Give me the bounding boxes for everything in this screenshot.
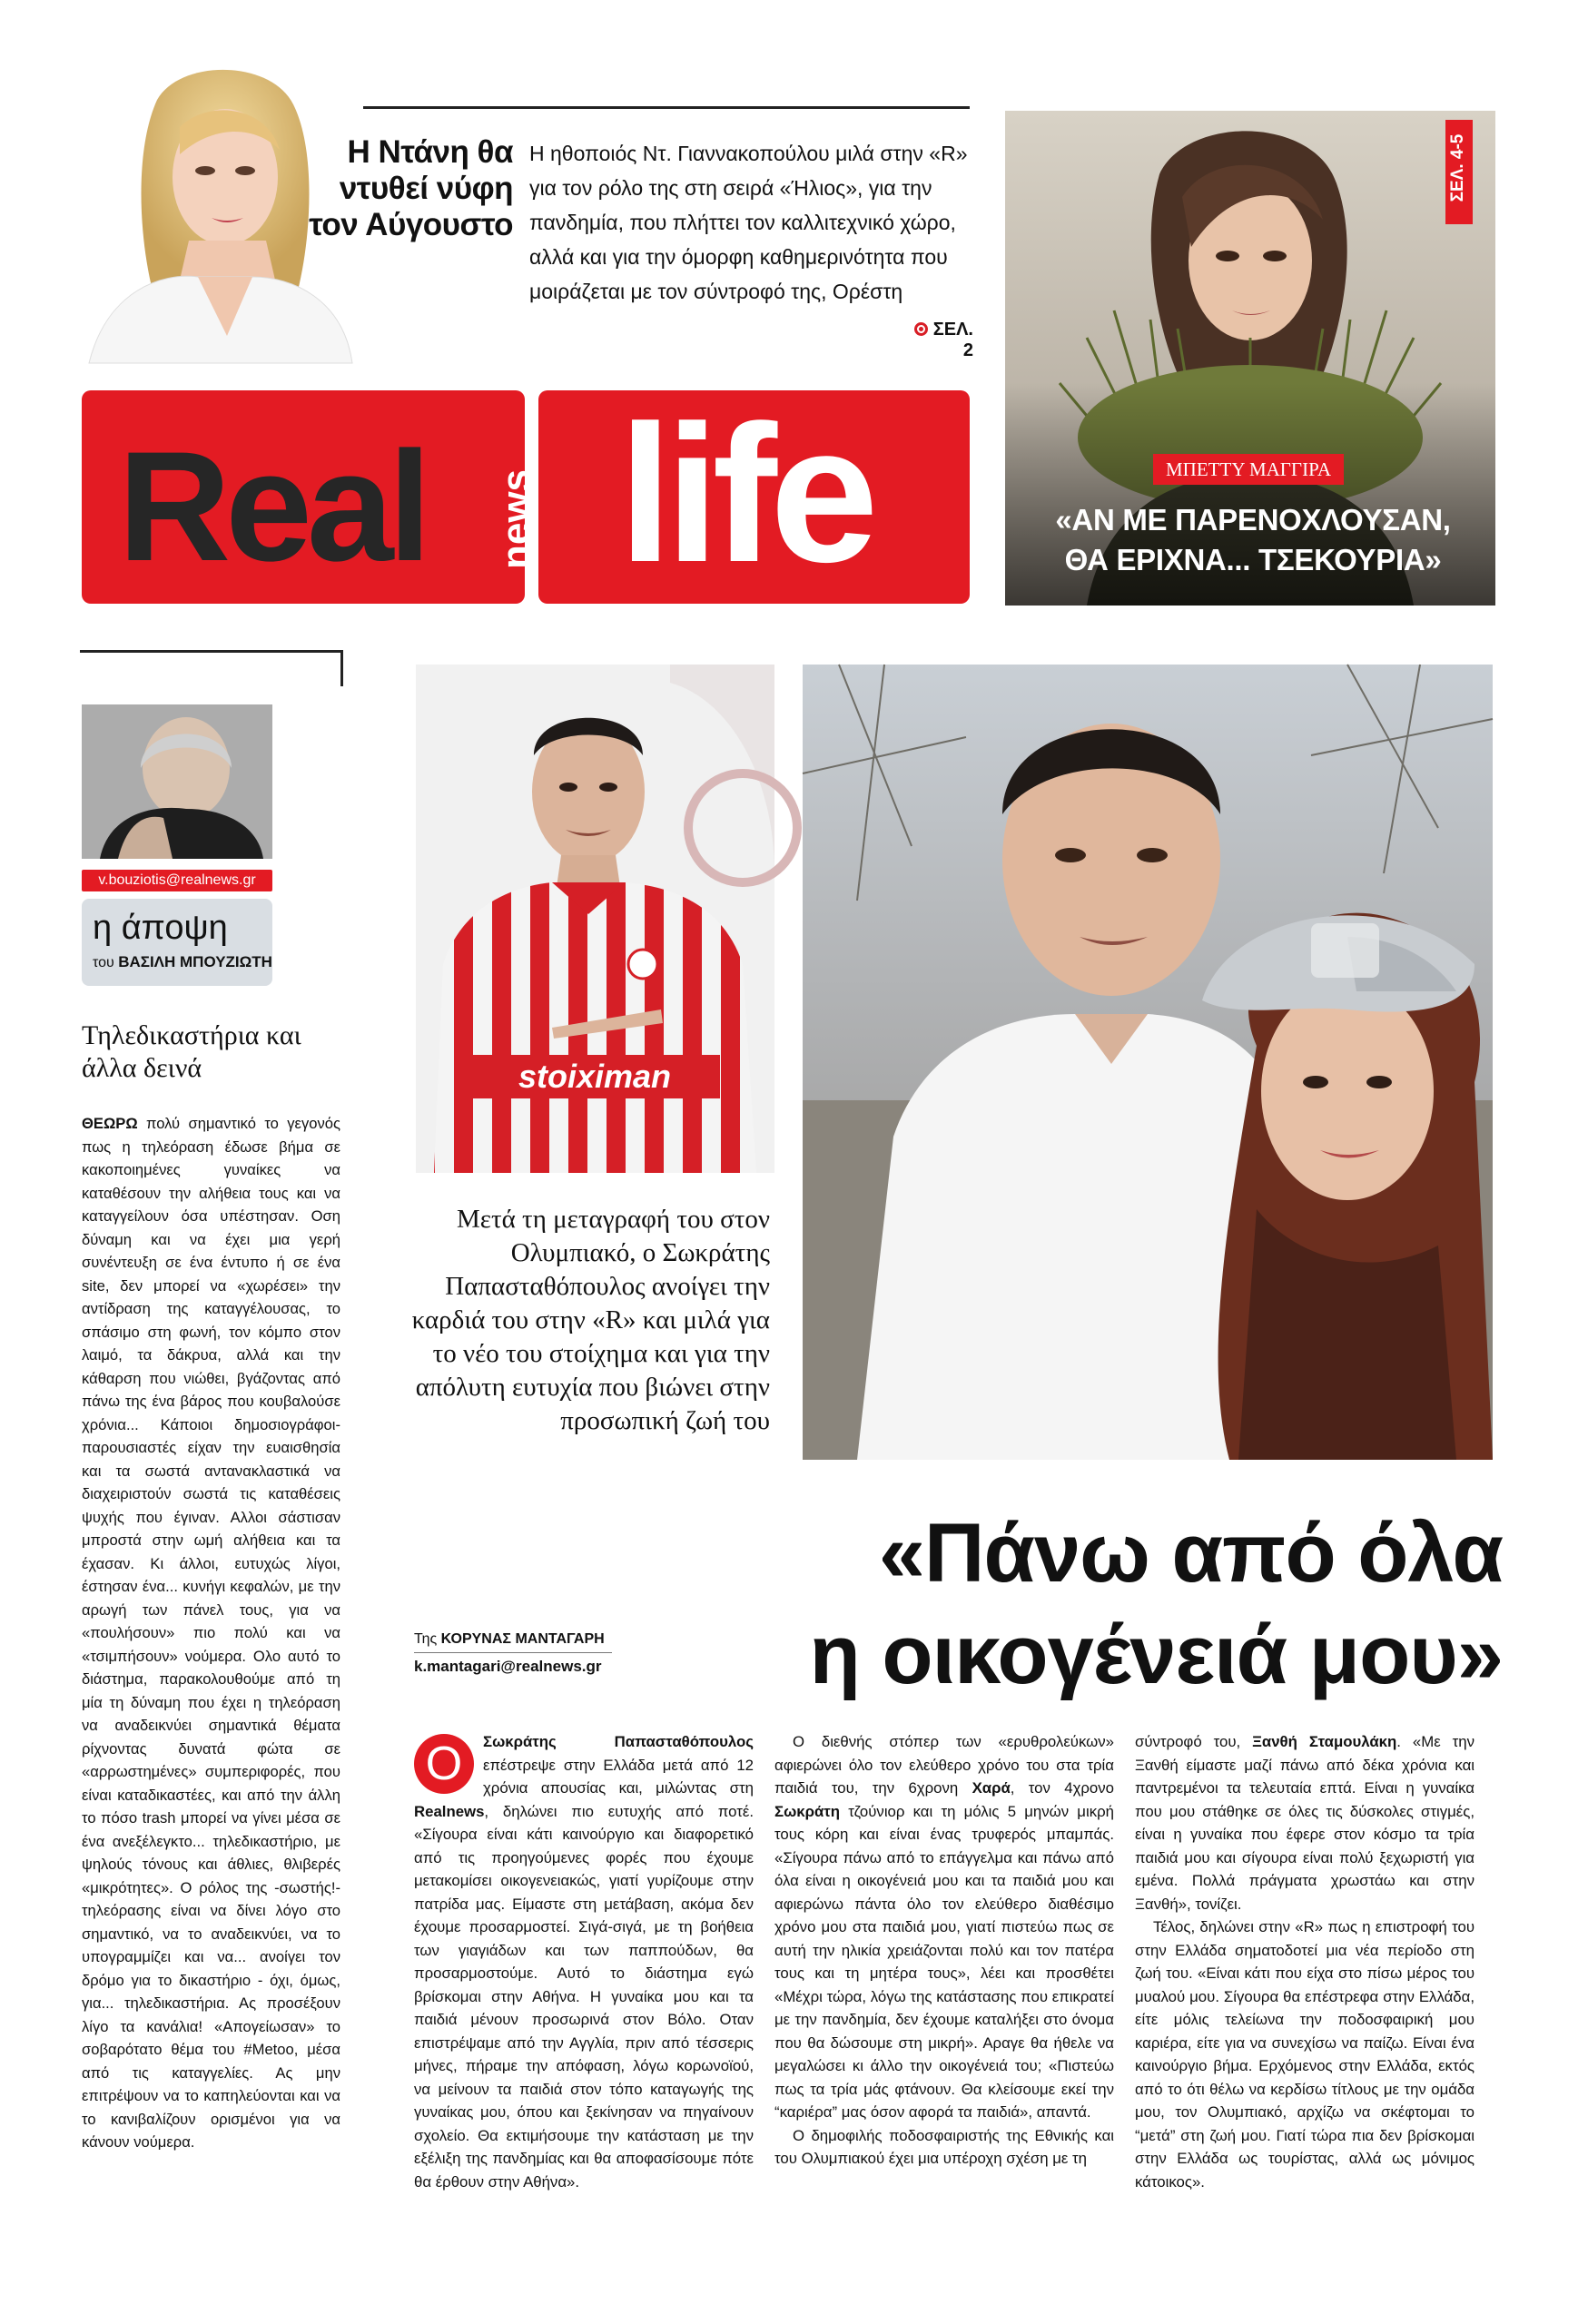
masthead-life-wordmark: life <box>618 384 872 603</box>
feature-dek: Μετά τη μεταγραφή του στον Ολυμπιακό, ο Σωκράτης Παπασταθόπουλος ανοίγει την καρδιά του στην «R» και μιλά για το νέο του στοίχημα και για την απόλυτη ευτυχία που βιώνει στην προσωπική ζωή του <box>411 1205 770 1435</box>
feature-dropcap: Ο <box>414 1734 474 1794</box>
feature-body-column-3 <box>1135 1730 1475 2193</box>
feature-body-bold: Χαρά <box>972 1779 1011 1797</box>
byline-rule <box>414 1652 612 1653</box>
byline-author-name: ΚΟΡΥΝΑΣ ΜΑΝΤΑΓΑΡΗ <box>440 1631 605 1647</box>
feature-photo-jersey <box>416 665 774 1173</box>
teaser-dek: Η ηθοποιός Ντ. Γιαννακοπούλου μιλά στην «R» για τον ρόλο της στη σειρά «Ήλιος», για την πανδημία, που πλήττει τον καλλιτεχνικό χώρο, αλλά και για την όμορφη καθημερινότητα που μοιράζεται με τον σύντροφό της, Ορέστη <box>529 142 968 303</box>
byline-prefix: Της <box>414 1631 438 1647</box>
column-corner-rule <box>340 650 343 686</box>
feature-body-text: , τον 4χρονο <box>1010 1779 1114 1797</box>
column-lead-word: ΘΕΩΡΩ <box>82 1115 138 1132</box>
jersey-sponsor-text: stoiximan <box>518 1058 672 1095</box>
feature-headline[interactable] <box>636 1502 1503 1706</box>
column-top-rule <box>80 650 343 653</box>
teaser-headline[interactable]: Η Ντάνη θα ντυθεί νύφη τον Αύγουστο <box>309 134 513 242</box>
column-label-title: η άποψη <box>93 909 228 947</box>
columnist-email[interactable]: v.bouziotis@realnews.gr <box>82 870 272 891</box>
feature-paragraph: Ο δημοφιλής ποδοσφαιριστής της Εθνικής και του Ολυμπιακού έχει μια υπέροχη σχέση με τη <box>774 2126 1114 2167</box>
feature-byline <box>414 1628 623 1651</box>
column-title[interactable]: Τηλεδικαστήρια και άλλα δεινά <box>82 1020 301 1083</box>
columnist-photo <box>82 704 272 859</box>
feature-headline-line-1: «Πάνω από όλα <box>878 1507 1503 1600</box>
column-author-name: ΒΑΣΙΛΗ ΜΠΟΥΖΙΩΤΗ <box>118 953 272 970</box>
column-label-box <box>82 899 272 986</box>
feature-body-column-2 <box>774 1730 1114 2171</box>
byline-email[interactable]: k.mantagari@realnews.gr <box>414 1658 602 1675</box>
byline-author <box>414 1628 623 1651</box>
promo-name-tag: ΜΠΕΤΤΥ ΜΑΓΓΙΡΑ <box>1153 454 1344 485</box>
feature-body-text: , δηλώνει πιο ευτυχής από ποτέ. «Σίγουρα είναι κάτι καινούργιο και διαφορετικό από τις προηγούμενες φορές που έχουμε μετακομίσει οικογενειακώς, γιατί γυρίζουμε στην πατρίδα μας. Είμαστε στη μετάβαση, ακόμα δεν έχουμε προσαρμοστεί. Σιγά-σιγά, με τη βοήθεια των γιαγιάδων και των παππούδων, θα προσαρμοστούμε. Αυτό το διάστημα εγώ βρίσκομαι στην Αθήνα. Η γυναίκα μου και τα παιδιά μένουν προσωρινά στον Βόλο. Οταν επιστρέψαμε από την Αγγλία, πριν από τέσσερις μήνες, πήραμε την απόφαση, λόγω κορωνοϊού, να μείνουν τα παιδιά στον τόπο καταγωγής της γυναίκας μου, όπου και ξεκίνησαν να πηγαίνουν σχολείο. Θα εκτιμήσουμε την κατάσταση με την εξέλιξη της πανδημίας και θα αποφασίσουμε πότε θα έρθουν στην Αθήνα». <box>414 1802 754 2191</box>
teaser-page-label: ΣΕΛ. 2 <box>932 320 973 360</box>
feature-paragraph <box>774 1730 1114 2124</box>
masthead-news-text: news <box>494 468 538 570</box>
feature-body-column-1 <box>414 1730 754 2193</box>
masthead-news-wordmark <box>492 456 541 583</box>
masthead-real-wordmark: Real <box>118 419 427 594</box>
teaser-page-ref[interactable] <box>908 320 973 361</box>
feature-body-text: . «Με την Ξανθή είμαστε μαζί πάνω από δέκα χρόνια και παντρεμένοι τα τελευταία επτά. Είναι η γυναίκα που μου στάθηκε σε όλες τις δύσκολες στιγμές, είναι η γυναίκα που έφερε στον κόσμο τα τρία παιδιά μου και σίγουρα είναι πολύ ξεχωριστή για εμένα. Πολλά πράγματα χρωστάω και στην Ξανθή», τονίζει. <box>1135 1733 1475 1913</box>
feature-body-text: τζούνιορ και τη μόλις 5 μηνών μικρή τους κόρη και είναι ένας τρυφερός μπαμπάς. «Σίγουρα πάνω από το επάγγελμα και πάνω από όλα είναι η οικογένειά μου και τα παιδιά μου και αφιερώνω πάντα όλο τον ελεύθερο διαθέσιμο χρόνο μου στα παιδιά μου, γιατί πιστεύω πως σε αυτή την ηλικία χρειάζονται πολύ και τον πατέρα τους και τη μητέρα τους», λέει και προσθέτει «Μέχρι τώρα, λόγω της κατάστασης που επικρατεί με την πανδημία, δεν έχουμε καταλήξει στο όνομα που θα δώσουμε στη μικρή». Αραγε θα ήθελε να μεγαλώσει κι άλλο την οικογένειά του; «Πιστεύω πως τα τρία μάς φτάνουν. Θα κλείσουμε εκεί την “καριέρα” μας όσον αφορά τα παιδιά», απαντά. <box>774 1802 1114 2121</box>
feature-paragraph <box>1135 1733 1475 1913</box>
feature-body-text: σύντροφό του, <box>1135 1733 1241 1750</box>
feature-body-text: επέστρεψε στην Ελλάδα μετά από 12 χρόνια απουσίας και, μιλώντας στη <box>483 1756 754 1797</box>
promo-quote[interactable]: «ΑΝ ΜΕ ΠΑΡΕΝΟΧΛΟΥΣΑΝ, ΘΑ ΕΡΙΧΝΑ... ΤΣΕΚΟΥΡΙΑ» <box>1055 503 1451 576</box>
feature-body-text: Ο διεθνής στόπερ των «ερυθρολεύκων» αφιερώνει όλο τον ελεύθερο χρόνο του στα τρία παιδιά του, την 6χρονη <box>774 1733 1114 1797</box>
masthead-real-block <box>82 390 538 604</box>
feature-paragraph: Τέλος, δηλώνει στην «R» πως η επιστροφή του στην Ελλάδα σηματοδοτεί μια νέα περίοδο στη ζωή του. «Είναι κάτι που είχα στο πίσω μέρος του μυαλού μου. Σίγουρα θα επέστρεφα στην Ελλάδα, είτε μόλις τελείωνα την ποδοσφαιρική μου καριέρα, είτε για να συνεχίσω να παίζω. Είναι ένα καινούργιο βήμα. Ερχόμενος στην Ελλάδα, εκτός από το ότι θέλω να κερδίσω τίτλους με την ομάδα μου, τον Ολυμπιακό, αρχίζω να σκέφτομαι το “μετά” στη ζωή μου. Γιατί τώρα πια δεν βρίσκομαι στην Ελλάδα ως τουρίστας, αλλά ως μόνιμος κάτοικος». <box>1135 1918 1475 2191</box>
column-author-prefix: του <box>93 955 114 970</box>
feature-body-bold: Σωκράτης Παπασταθόπουλος <box>483 1733 754 1750</box>
promo-page-ref[interactable] <box>1445 123 1471 213</box>
column-body <box>82 1112 340 2154</box>
target-icon <box>914 322 928 336</box>
feature-body-bold: Σωκράτη <box>774 1802 841 1820</box>
column-body-text: πολύ σημαντικό το γεγονός πως η τηλεόραση έδωσε βήμα σε κακοποιημένες γυναίκες να καταθέσουν την αλήθεια τους και να καταγγείλουν όσα υπέστησαν. Οση δύναμη και να έχει μια γερή συνέντευξη σε ένα έντυπο ή σε ένα site, δεν μπορεί να «χωρέσει» την αντίδραση της καταγγέλουσας, το σπάσιμο στη φωνή, τον κόμπο στον λαιμό, τα δάκρυα, αλλά και την κάθαρση που νιώθει, βγάζοντας από πάνω της ένα βάρος που κουβαλούσε χρόνια... Κάποιοι δημοσιογράφοι-παρουσιαστές είχαν την ευαισθησία και τα σωστά αντανακλαστικά να διαχειριστούν σωστά τις καταθέσεις ψυχής που έγιναν. Αλλοι σάστισαν μπροστά στην ωμή αλήθεια και τα έχασαν. Κι άλλοι, ευτυχώς λίγοι, έστησαν ένα... κυνήγι κεφαλών, με την αρωγή των πάνελ τους, για να «πουλήσουν» πιο πολύ και να «τσιμπήσουν» νούμερα. Ολο αυτό το διάστημα, παρακολουθούμε από τη μία τη δύναμη που έχει η τηλεόραση να αναδεικνύει σημαντικά θέματα ρίχνοντας δυνατά φώτα σε «αρρωστημένες» συμπεριφορές, που είναι καταδικαστέες, και από την άλλη το πόσο trash μπορεί να γίνει μέσα σε ένα ανεξέλεγκτο... τηλεδικαστήριο, με ψηλούς τόνους και άθλιες, θλιβερές «μικρότητες». Ο ρόλος της -σωστής!- τηλεόρασης είναι να δίνει λόγο στο σημαντικό, να το αναδεικνύει, να το υπογραμμίζει και να... ανοίγει τον δρόμο για το δικαστήριο - όχι, όμως, για... τηλεδικαστήρια. Ας προσέξουν λίγο τα κανάλια! «Απογείωσαν» το σοβαρότατο θέμα του #Metoo, μέσα από τις καταγγελίες. Ας μην επιτρέψουν να το καπηλεύονται και να το κανιβαλίζουν ορισμένοι για να κάνουν νούμερα. <box>82 1115 340 2151</box>
promo-page-label: ΣΕΛ. 4-5 <box>1448 133 1467 202</box>
feature-body-bold: Realnews <box>414 1802 485 1820</box>
teaser-top-rule <box>363 106 970 109</box>
feature-photo-couple-selfie <box>803 665 1493 1460</box>
feature-headline-line-2: η οικογένειά μου» <box>809 1609 1503 1701</box>
column-label-author <box>93 953 272 971</box>
feature-body-bold: Ξανθή Σταμουλάκη <box>1252 1733 1397 1750</box>
masthead-life-block <box>538 384 970 604</box>
